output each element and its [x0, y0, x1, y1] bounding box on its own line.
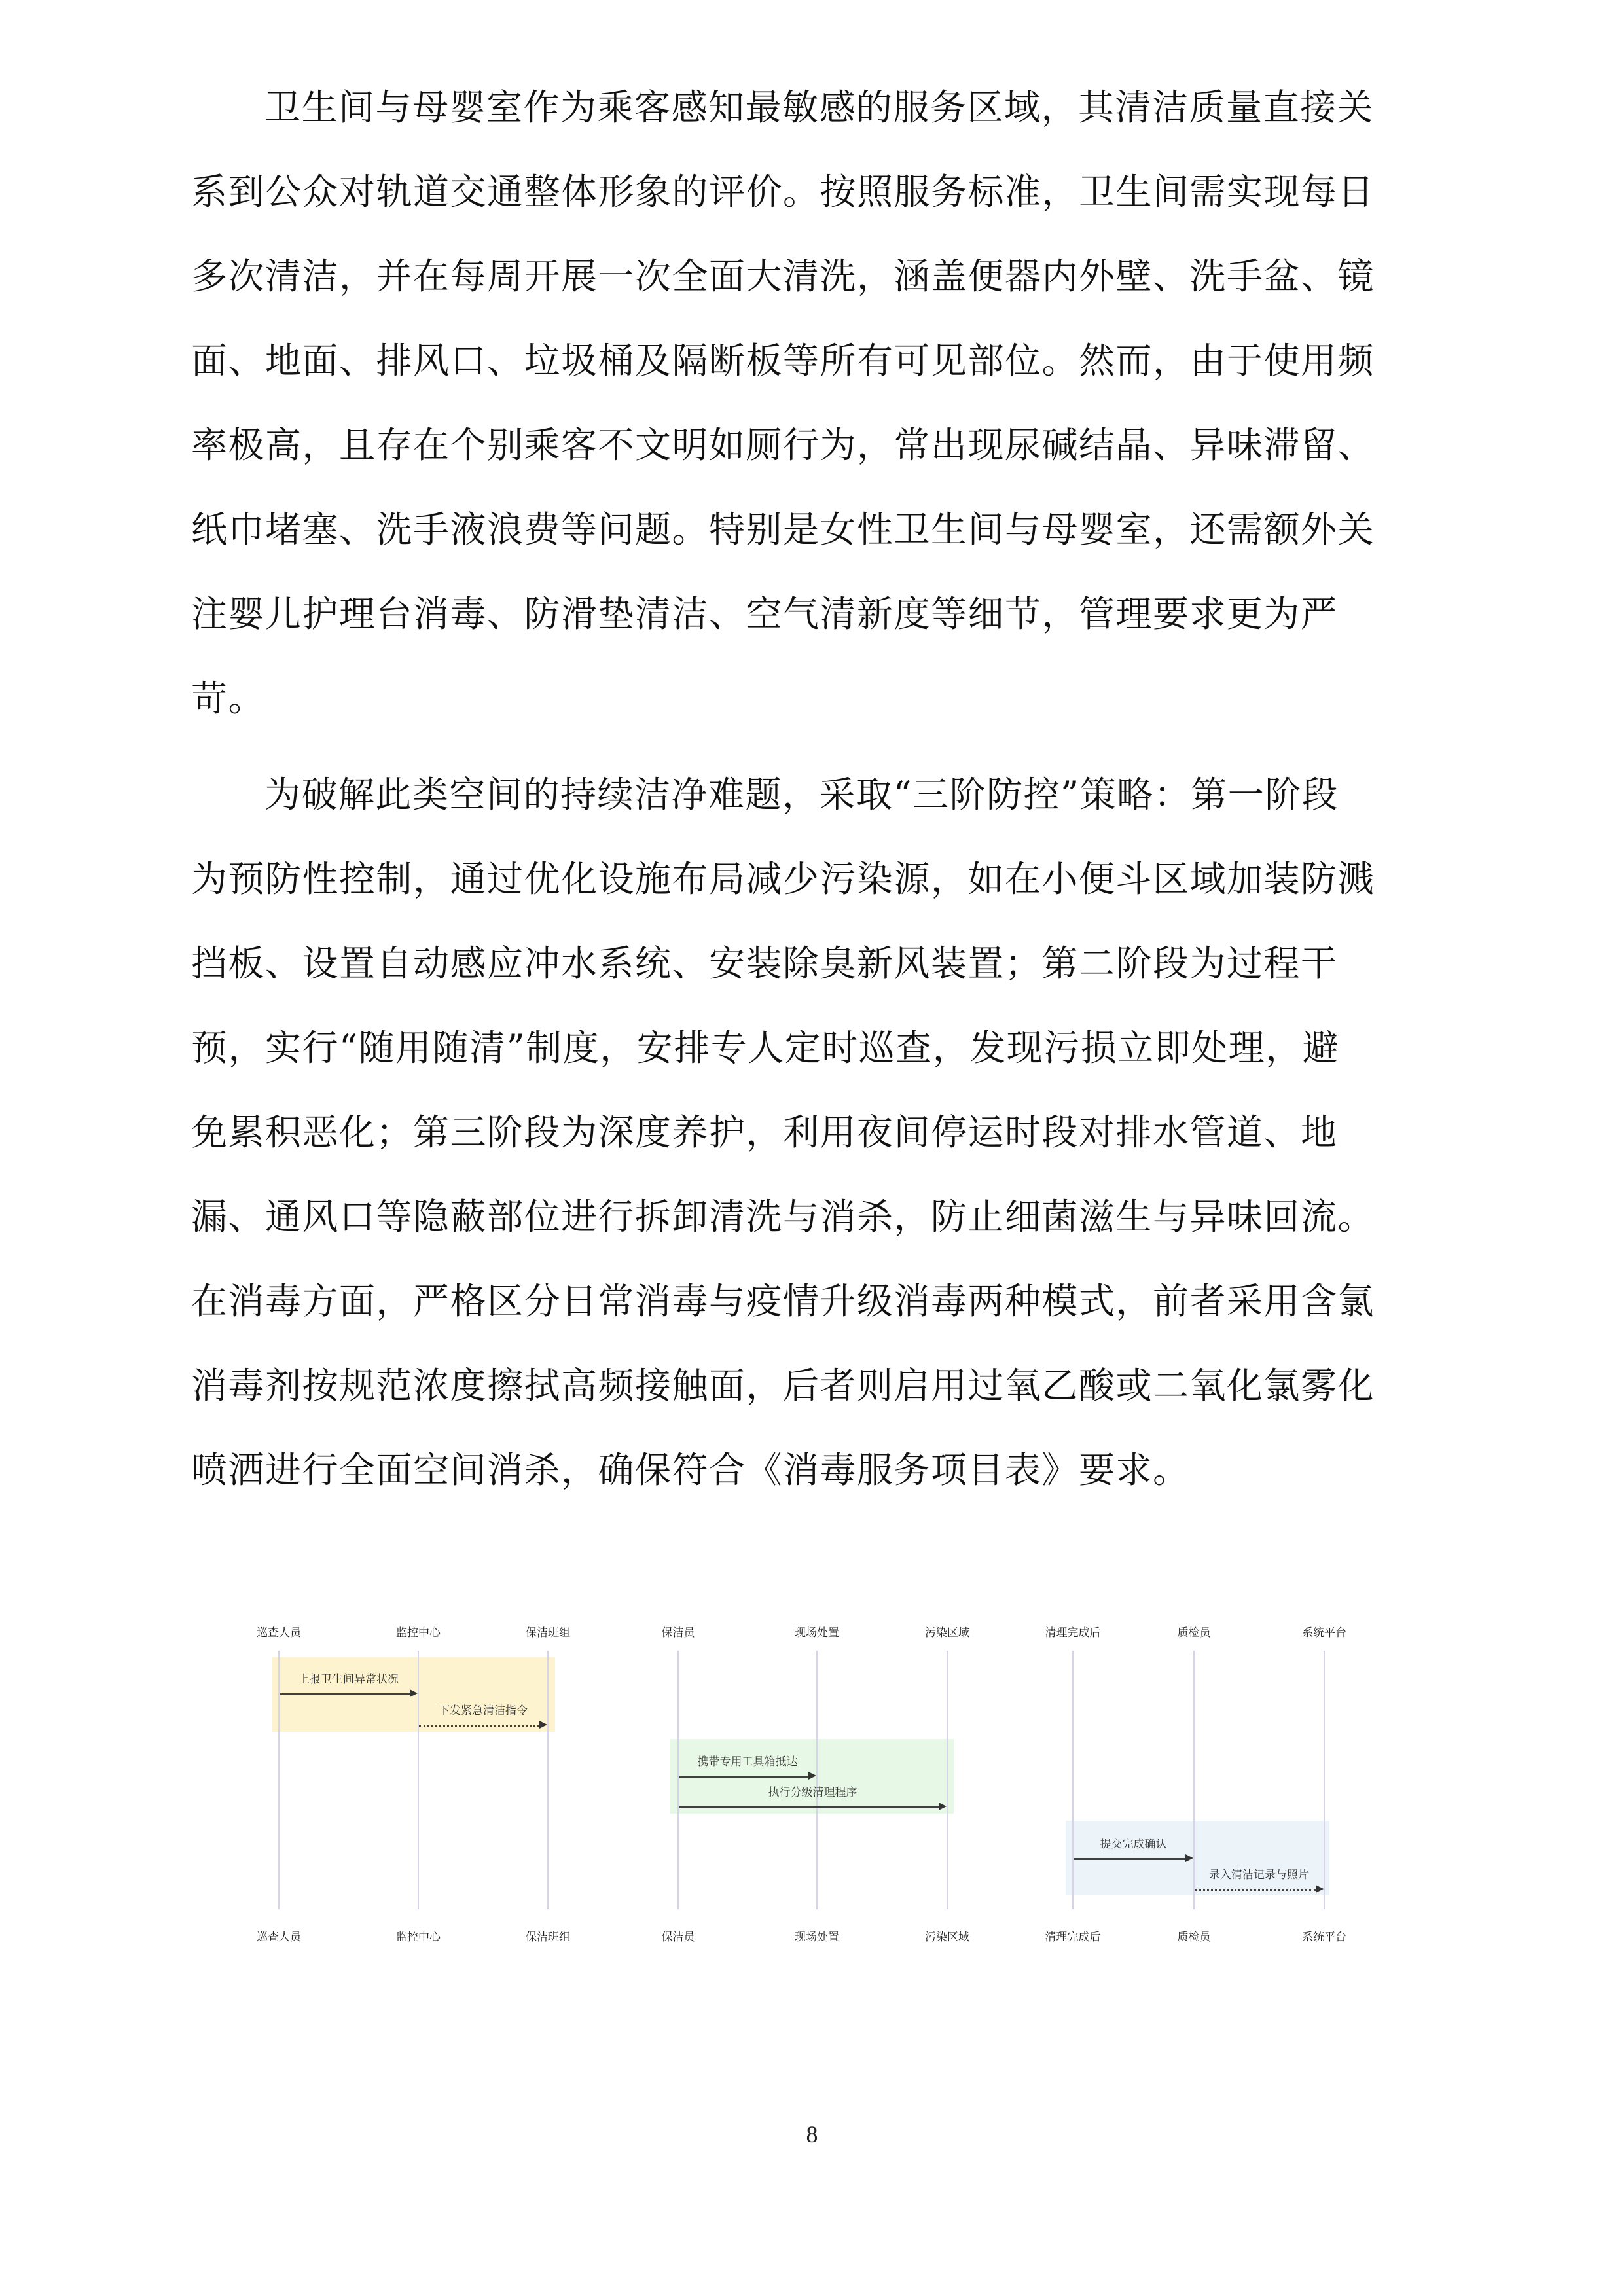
- actor-bottom-patrol-staff: 巡查人员: [257, 1931, 301, 1944]
- actor-top-monitoring-center: 监控中心: [396, 1626, 441, 1640]
- paragraph-three-stage-control: [191, 753, 1435, 1513]
- lifeline-monitoring-center: [418, 1651, 419, 1909]
- lifeline-system-platform: [1324, 1651, 1325, 1909]
- arrow-line: [1074, 1858, 1185, 1860]
- text-line: 消毒剂按规范浓度擦拭高频接触面，后者则启用过氧乙酸或二氧化氯雾化: [191, 1365, 1375, 1407]
- text-line: 率极高，且存在个别乘客不文明如厕行为，常出现尿碱结晶、异味滞留、: [191, 424, 1375, 466]
- message-label: 录入清洁记录与照片: [1209, 1869, 1309, 1882]
- lifeline-contaminated-area: [947, 1651, 948, 1909]
- actor-top-system-platform: 系统平台: [1302, 1626, 1346, 1640]
- actor-top-patrol-staff: 巡查人员: [257, 1626, 301, 1640]
- arrow-line: [679, 1806, 939, 1808]
- lifeline-cleaner: [677, 1651, 679, 1909]
- text-line: 纸巾堵塞、洗手液浪费等问题。特别是女性卫生间与母婴室，还需额外关: [191, 509, 1375, 550]
- page-number: 8: [806, 2121, 818, 2147]
- lifeline-patrol-staff: [278, 1651, 280, 1909]
- arrow-head-icon: [1316, 1885, 1324, 1893]
- lifeline-after-cleaning: [1072, 1651, 1074, 1909]
- message-label: 下发紧急清洁指令: [439, 1704, 528, 1717]
- text-line: 卫生间与母婴室作为乘客感知最敏感的服务区域，其清洁质量直接关: [264, 86, 1375, 128]
- actor-bottom-monitoring-center: 监控中心: [396, 1931, 441, 1944]
- arrow-head-icon: [1185, 1854, 1193, 1862]
- text-line: 为预防性控制，通过优化设施布局减少污染源，如在小便斗区域加装防溅: [191, 858, 1375, 900]
- arrow-line: [679, 1776, 808, 1778]
- text-line: 注婴儿护理台消毒、防滑垫清洁、空气清新度等细节，管理要求更为严: [191, 593, 1338, 635]
- text-line: 面、地面、排风口、垃圾桶及隔断板等所有可见部位。然而，由于使用频: [191, 340, 1375, 382]
- arrow-head-icon: [939, 1803, 947, 1810]
- actor-bottom-cleaner: 保洁员: [661, 1931, 695, 1944]
- actor-bottom-cleaning-team: 保洁班组: [526, 1931, 570, 1944]
- text-line: 系到公众对轨道交通整体形象的评价。按照服务标准，卫生间需实现每日: [191, 171, 1375, 213]
- lifeline-on-site: [816, 1651, 818, 1909]
- text-line: 漏、通风口等隐蔽部位进行拆卸清洗与消杀，防止细菌滋生与异味回流。: [191, 1196, 1375, 1238]
- actor-bottom-contaminated-area: 污染区域: [925, 1931, 969, 1944]
- arrow-head-icon: [410, 1689, 418, 1697]
- message-label: 提交完成确认: [1100, 1838, 1167, 1851]
- actor-bottom-after-cleaning: 清理完成后: [1045, 1931, 1101, 1944]
- text-line: 免累积恶化；第三阶段为深度养护，利用夜间停运时段对排水管道、地: [191, 1111, 1338, 1153]
- actor-bottom-system-platform: 系统平台: [1302, 1931, 1346, 1944]
- text-line: 在消毒方面，严格区分日常消毒与疫情升级消毒两种模式，前者采用含氯: [191, 1280, 1375, 1322]
- actor-top-contaminated-area: 污染区域: [925, 1626, 969, 1640]
- arrow-head-icon: [808, 1772, 816, 1780]
- message-label: 携带专用工具箱抵达: [697, 1755, 798, 1768]
- message-label: 上报卫生间异常状况: [298, 1673, 399, 1686]
- actor-bottom-on-site: 现场处置: [795, 1931, 839, 1944]
- arrow-line: [1195, 1889, 1316, 1891]
- actor-bottom-inspector: 质检员: [1177, 1931, 1211, 1944]
- sequence-diagram: [236, 1597, 1414, 1964]
- paragraph-restroom-cleaning: [191, 65, 1435, 741]
- text-line: 喷洒进行全面空间消杀，确保符合《消毒服务项目表》要求。: [191, 1449, 1190, 1491]
- lifeline-cleaning-team: [547, 1651, 549, 1909]
- actor-top-cleaning-team: 保洁班组: [526, 1626, 570, 1640]
- text-line: 多次清洁，并在每周开展一次全面大清洗，涵盖便器内外壁、洗手盆、镜: [191, 255, 1375, 297]
- actor-top-cleaner: 保洁员: [661, 1626, 695, 1640]
- actor-top-after-cleaning: 清理完成后: [1045, 1626, 1101, 1640]
- message-label: 执行分级清理程序: [768, 1786, 857, 1799]
- actor-top-inspector: 质检员: [1177, 1626, 1211, 1640]
- text-line: 挡板、设置自动感应冲水系统、安装除臭新风装置；第二阶段为过程干: [191, 942, 1338, 984]
- arrow-line: [280, 1693, 410, 1695]
- actor-top-on-site: 现场处置: [795, 1626, 839, 1640]
- arrow-head-icon: [539, 1721, 547, 1729]
- text-line: 苛。: [191, 677, 266, 719]
- text-line: 预，实行“随用随清”制度，安排专人定时巡查，发现污损立即处理，避: [191, 1027, 1340, 1069]
- arrow-line: [419, 1725, 539, 1727]
- text-line: 为破解此类空间的持续洁净难题，采取“三阶防控”策略：第一阶段: [264, 774, 1339, 816]
